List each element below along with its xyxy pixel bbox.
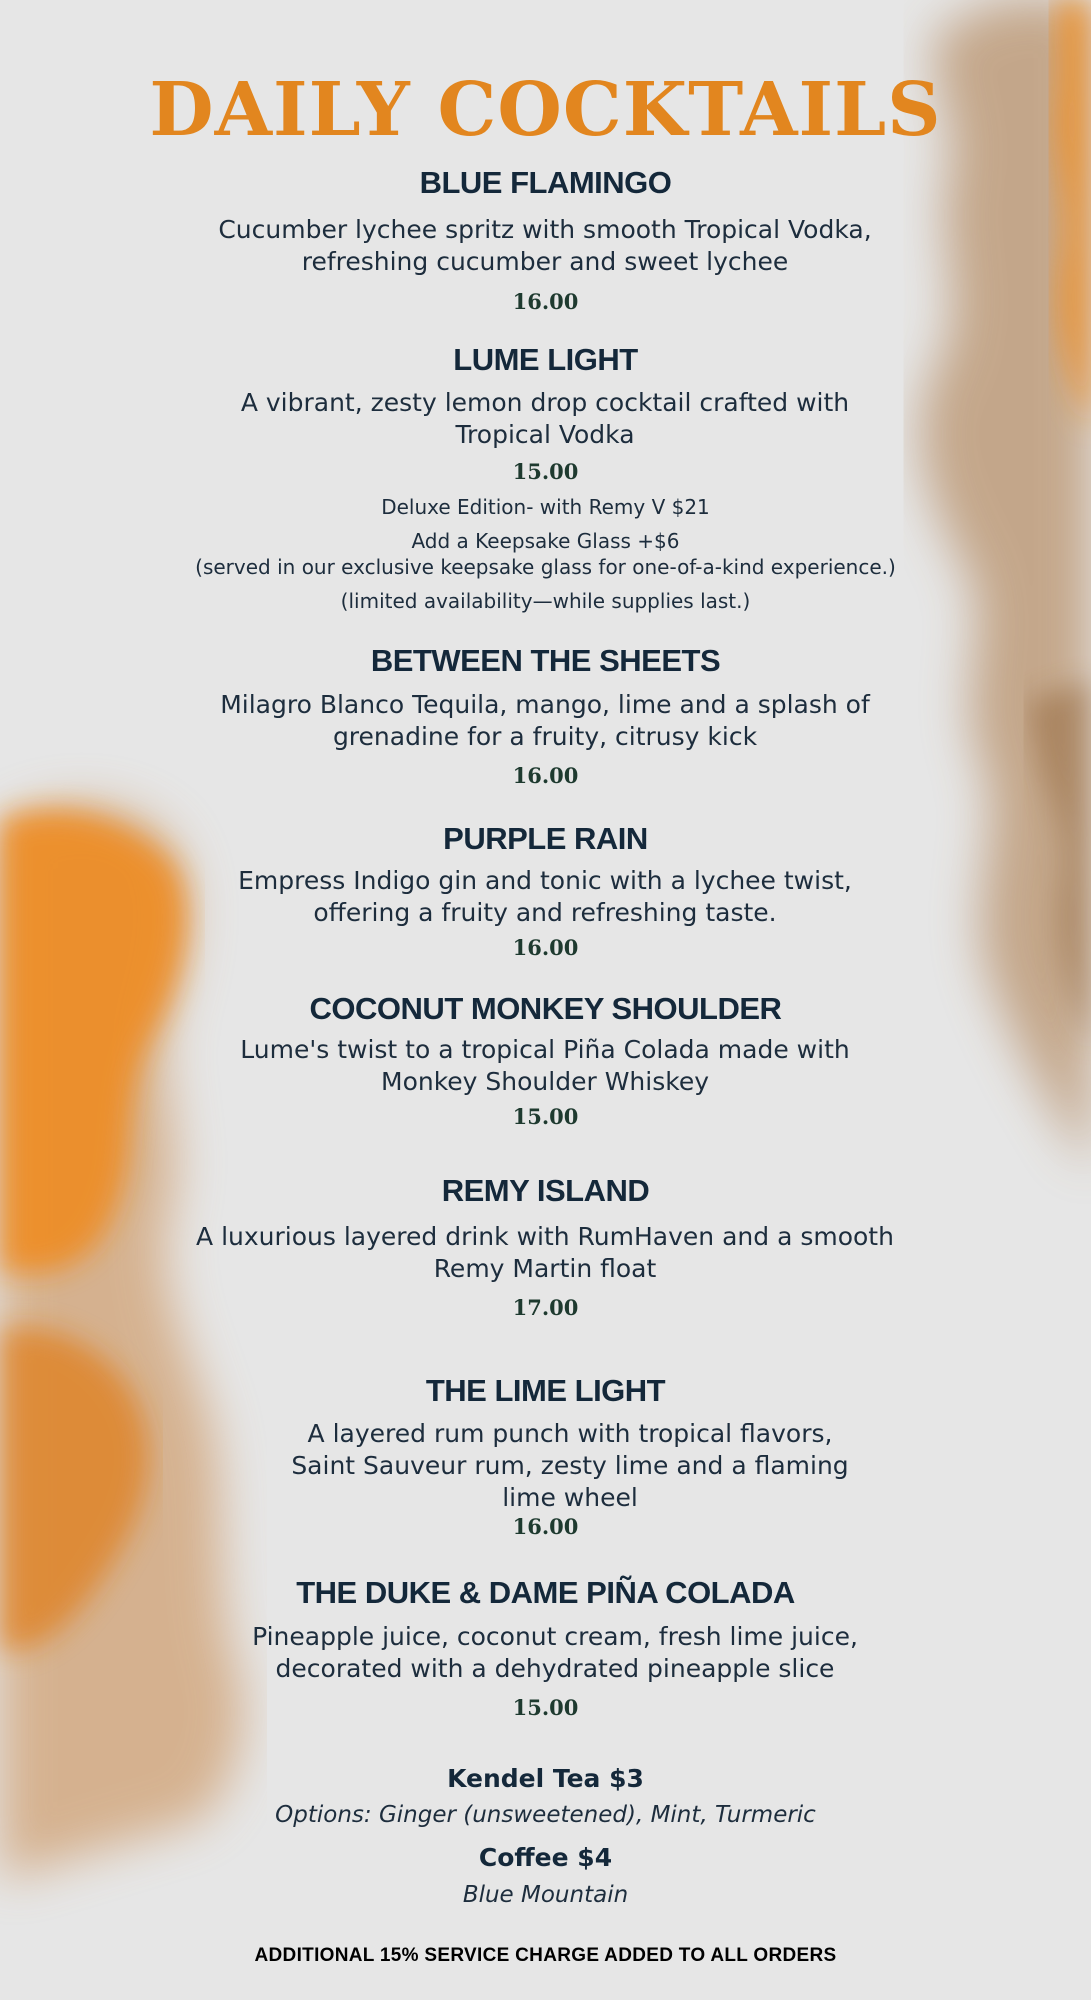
coffee-options: Blue Mountain — [462, 1882, 629, 1908]
drink-name: THE DUKE & DAME PIÑA COLADA — [296, 1575, 795, 1610]
drink-price: 16.00 — [512, 763, 579, 788]
tea-item: Kendel Tea $3 — [447, 1764, 644, 1793]
drink-description: Lume's twist to a tropical Piña Colada made with Monkey Shoulder Whiskey — [240, 1035, 850, 1096]
drink-note: (limited availability—while supplies last.) — [340, 589, 751, 613]
drink-note: Deluxe Edition- with Remy V $21 — [381, 495, 710, 519]
drink-price: 16.00 — [512, 289, 579, 314]
drink-description: A vibrant, zesty lemon drop cocktail crafted with Tropical Vodka — [240, 388, 850, 449]
service-charge-notice: ADDITIONAL 15% SERVICE CHARGE ADDED TO ALL ORDERS — [254, 1945, 837, 1966]
drink-note: (served in our exclusive keepsake glass for one-of-a-kind experience.) — [195, 555, 896, 579]
drink-price: 15.00 — [512, 1695, 579, 1720]
drink-name: BLUE FLAMINGO — [419, 165, 672, 200]
drink-description: A layered rum punch with tropical flavors, Saint Sauveur rum, zesty lime and a flaming lime wheel — [291, 1419, 849, 1512]
drink-price: 15.00 — [512, 1104, 579, 1129]
drink-name: LUME LIGHT — [453, 342, 638, 377]
drink-note: Add a Keepsake Glass +$6 — [411, 529, 680, 553]
drink-description: Pineapple juice, coconut cream, fresh lime juice, decorated with a dehydrated pineapple slice — [252, 1622, 858, 1683]
drink-price: 16.00 — [512, 1514, 579, 1539]
coffee-item: Coffee $4 — [478, 1843, 613, 1872]
drink-description: Milagro Blanco Tequila, mango, lime and a splash of grenadine for a fruity, citrusy kick — [220, 690, 870, 751]
menu-title: DAILY COCKTAILS — [149, 67, 942, 153]
drink-price: 17.00 — [512, 1295, 579, 1320]
drink-price: 16.00 — [512, 935, 579, 960]
drink-price: 15.00 — [512, 459, 579, 484]
drink-description: Cucumber lychee spritz with smooth Tropical Vodka, refreshing cucumber and sweet lychee — [218, 215, 872, 276]
drink-name: COCONUT MONKEY SHOULDER — [309, 991, 782, 1026]
drink-description: Empress Indigo gin and tonic with a lychee twist, offering a fruity and refreshing taste. — [238, 866, 852, 927]
tea-options: Options: Ginger (unsweetened), Mint, Turmeric — [275, 1802, 816, 1828]
drink-name: PURPLE RAIN — [443, 821, 648, 856]
drink-name: REMY ISLAND — [441, 1173, 650, 1208]
drink-name: BETWEEN THE SHEETS — [370, 643, 721, 678]
drink-description: A luxurious layered drink with RumHaven and a smooth Remy Martin float — [196, 1222, 894, 1283]
drink-name: THE LIME LIGHT — [425, 1373, 666, 1408]
